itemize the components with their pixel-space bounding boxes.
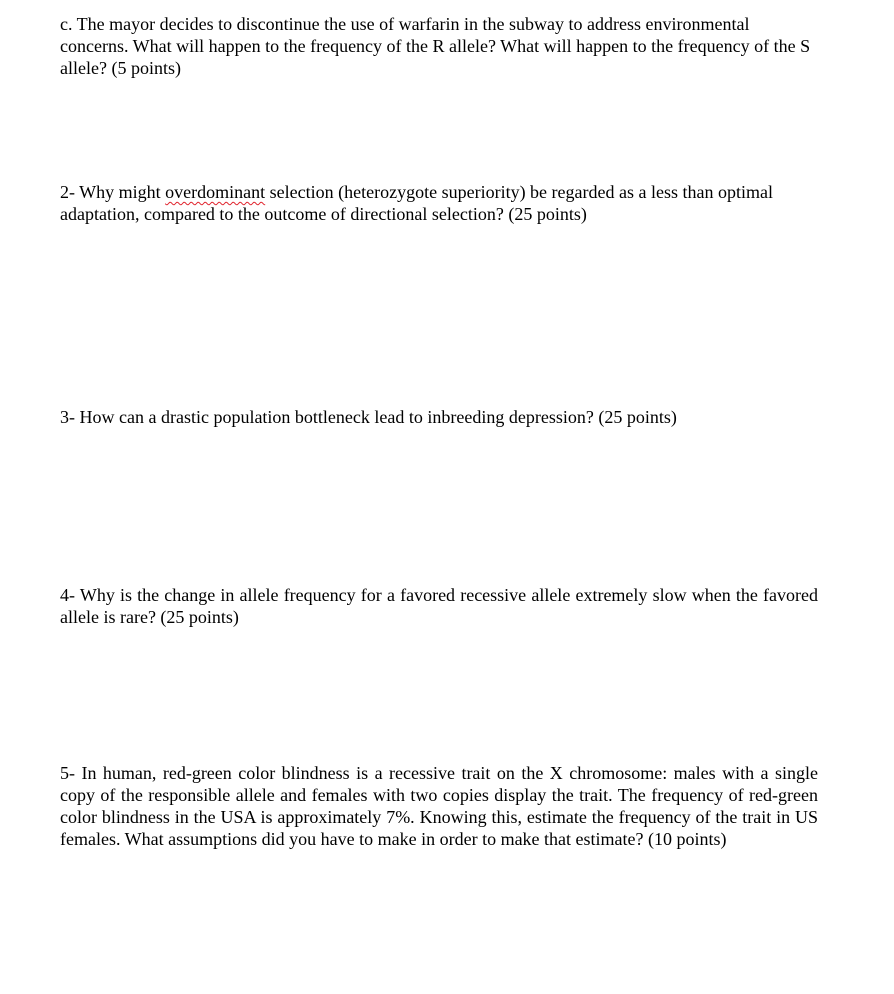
question-2-prefix: 2- Why might <box>60 182 166 202</box>
question-4-text: 4- Why is the change in allele frequency for a favored recessive allele extremely slow when the favored allele is rare? (25 points) <box>60 585 818 627</box>
question-2-suffix: selection (heterozygote superiority) be regarded as a less than optimal adaptation, compared to the outcome of directional selection? (25 points) <box>60 182 773 224</box>
question-c-text: c. The mayor decides to discontinue the use of warfarin in the subway to address environmental concerns. What will happen to the frequency of the R allele? What will happen to the frequency of the S allele? (5 points) <box>60 14 811 78</box>
question-3-text: 3- How can a drastic population bottleneck lead to inbreeding depression? (25 points) <box>60 407 677 427</box>
question-2-text <box>60 181 818 225</box>
question-5-text: 5- In human, red-green color blindness is a recessive trait on the X chromosome: males with a single copy of the responsible allele and females with two copies display the trait. The frequency of red-green color blindness in the USA is approximately 7%. Knowing this, estimate the frequency of the trait in US females. What assumptions did you have to make in order to make that estimate? (10 points) <box>60 763 818 849</box>
misspelled-word[interactable]: overdominant <box>165 182 266 202</box>
